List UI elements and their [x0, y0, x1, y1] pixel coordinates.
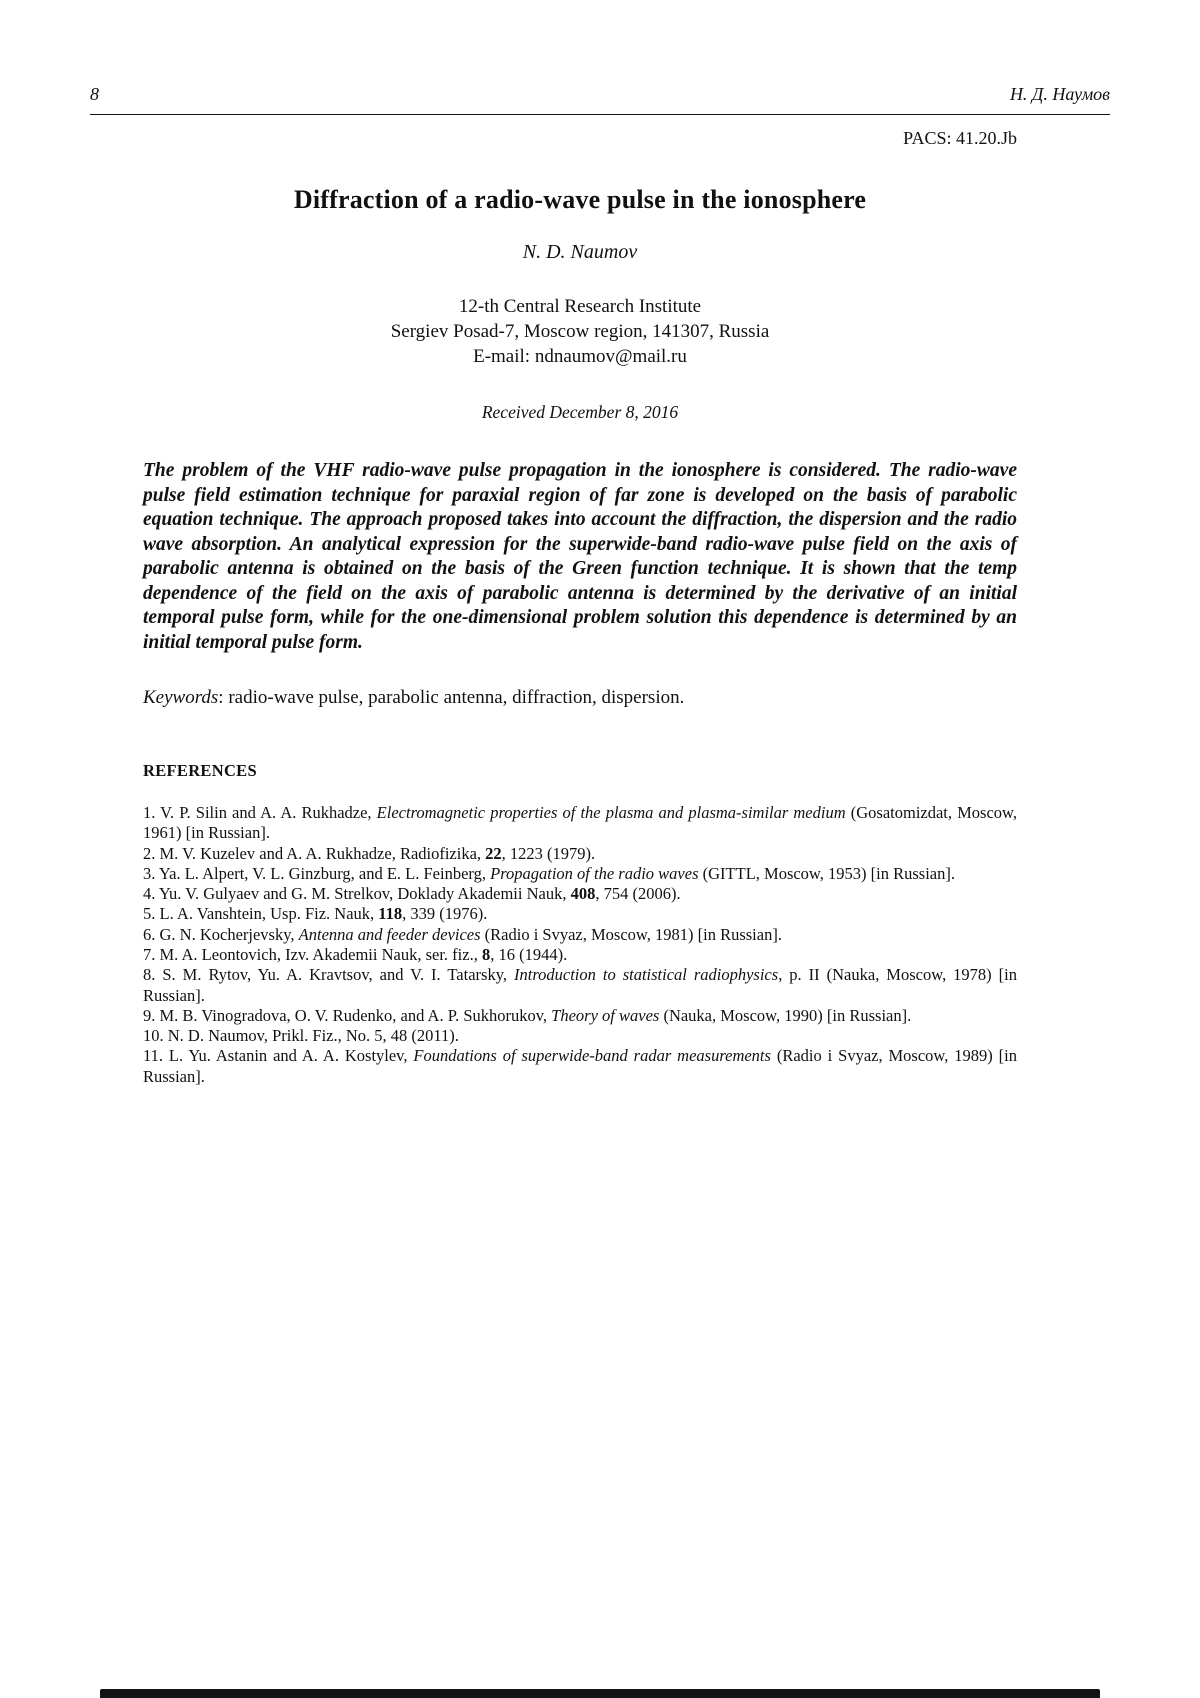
- keywords-line: [143, 687, 1017, 709]
- keywords-label: Keywords: [143, 686, 219, 708]
- running-head-author: Н. Д. Наумов: [1009, 84, 1110, 104]
- scan-edge-artifact: [100, 1689, 1100, 1698]
- reference-item: 11. L. Yu. Astanin and A. A. Kostylev, Foundations of superwide-band radar measurements (Radio i Svyaz, Moscow, 1989) [in Russian].: [143, 1046, 1017, 1086]
- reference-item: 4. Yu. V. Gulyaev and G. M. Strelkov, Doklady Akademii Nauk, 408, 754 (2006).: [143, 884, 681, 904]
- abstract-text: The problem of the VHF radio-wave pulse propagation in the ionosphere is considered. The radio-wave pulse field estimation technique for paraxial region of far zone is developed on the basis of parabolic equation technique. The approach proposed takes into account the diffraction, the dispersion and the radio wave absorption. An analytical expression for the superwide-band radio-wave pulse field on the axis of parabolic antenna is obtained on the basis of the Green function technique. It is shown that the temp dependence of the field on the axis of parabolic antenna is determined by the derivative of an initial temporal pulse form, while for the one-dimensional problem solution this dependence is determined by an initial temporal pulse form.: [143, 460, 1017, 653]
- reference-item: 3. Ya. L. Alpert, V. L. Ginzburg, and E. L. Feinberg, Propagation of the radio waves (GITTL, Moscow, 1953) [in Russian].: [143, 863, 955, 883]
- reference-item: 10. N. D. Naumov, Prikl. Fiz., No. 5, 48 (2011).: [143, 1026, 459, 1046]
- reference-item: 5. L. A. Vanshtein, Usp. Fiz. Nauk, 118, 339 (1976).: [143, 904, 488, 924]
- keywords-text: : radio-wave pulse, parabolic antenna, diffraction, dispersion.: [218, 686, 685, 708]
- affiliation-institute: 12-th Central Research Institute: [458, 296, 702, 317]
- affiliation-block: [143, 294, 1017, 369]
- article-title: Diffraction of a radio-wave pulse in the ionosphere: [293, 185, 867, 214]
- pacs-code: PACS: 41.20.Jb: [903, 128, 1017, 148]
- reference-item: 9. M. B. Vinogradova, O. V. Rudenko, and A. P. Sukhorukov, Theory of waves (Nauka, Moscow, 1990) [in Russian].: [143, 1005, 912, 1025]
- reference-item: 8. S. M. Rytov, Yu. A. Kravtsov, and V. I. Tatarsky, Introduction to statistical radiophysics, p. II (Nauka, Moscow, 1978) [in Russian].: [143, 965, 1017, 1005]
- header-rule: [90, 114, 1110, 115]
- affiliation-email: E-mail: ndnaumov@mail.ru: [473, 346, 687, 368]
- page-number: 8: [90, 84, 99, 104]
- reference-item: 2. M. V. Kuzelev and A. A. Rukhadze, Radiofizika, 22, 1223 (1979).: [143, 843, 596, 863]
- affiliation-address: Sergiev Posad-7, Moscow region, 141307, Russia: [390, 321, 770, 343]
- article-content: [143, 128, 1017, 1087]
- references-heading: REFERENCES: [143, 760, 257, 780]
- reference-item: 7. M. A. Leontovich, Izv. Akademii Nauk, ser. fiz., 8, 16 (1944).: [143, 944, 568, 964]
- references-list: [143, 803, 1017, 1087]
- author-name: N. D. Naumov: [522, 241, 638, 263]
- received-date: Received December 8, 2016: [481, 402, 679, 423]
- reference-item: 6. G. N. Kocherjevsky, Antenna and feeder devices (Radio i Svyaz, Moscow, 1981) [in Russian].: [143, 924, 782, 944]
- reference-item: 1. V. P. Silin and A. A. Rukhadze, Electromagnetic properties of the plasma and plasma-similar medium (Gosatomizdat, Moscow, 1961) [in Russian].: [143, 802, 1017, 843]
- running-head: [90, 84, 1110, 105]
